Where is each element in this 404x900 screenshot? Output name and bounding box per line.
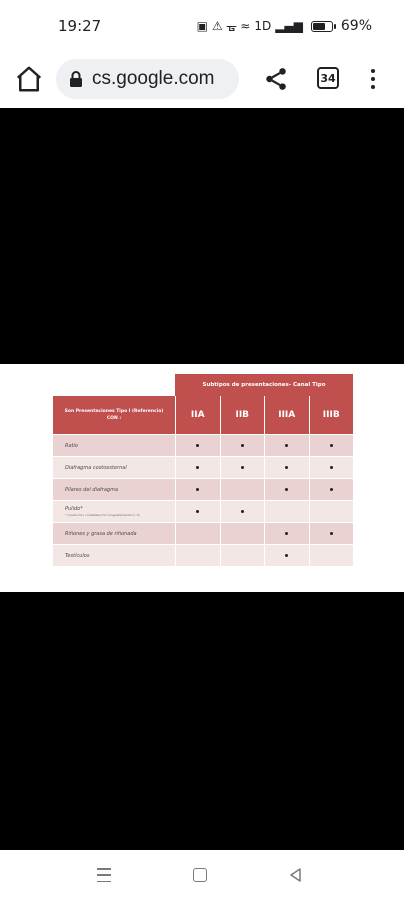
bullet-mark <box>241 466 244 469</box>
wifi-icon: ≈ <box>240 19 251 33</box>
table-header-row <box>53 396 353 434</box>
column-header: IIB <box>220 396 265 434</box>
bullet-mark <box>330 532 333 535</box>
row-label: Diafragma costoesternal <box>65 464 127 471</box>
table-row <box>53 456 353 478</box>
mark-cell <box>220 479 265 500</box>
bullet-mark <box>241 444 244 447</box>
mark-cell <box>264 435 309 456</box>
mark-cell <box>220 545 265 566</box>
table-row <box>53 544 353 566</box>
nfc-icon: ▣ <box>196 19 209 33</box>
row-label: Pulido* <box>65 506 83 512</box>
bullet-mark <box>196 488 199 491</box>
mark-cell <box>175 501 220 522</box>
bullet-mark <box>330 444 333 447</box>
table-top-header: Subtipos de presentaciones- Canal Tipo <box>175 374 353 396</box>
mark-cell <box>175 545 220 566</box>
row-label: Ratio <box>65 442 78 449</box>
mark-cell <box>309 435 354 456</box>
home-icon[interactable] <box>14 64 44 94</box>
signal-text: 1D <box>254 19 272 33</box>
url-bar[interactable] <box>56 59 239 99</box>
bullet-mark <box>285 444 288 447</box>
row-label-cell <box>53 523 175 544</box>
bullet-mark <box>285 532 288 535</box>
nav-line <box>97 874 111 876</box>
mark-cell <box>264 457 309 478</box>
bullet-mark <box>285 554 288 557</box>
bullet-mark <box>196 444 199 447</box>
mark-cell <box>309 545 354 566</box>
bullet-mark <box>285 488 288 491</box>
row-label-cell <box>53 479 175 500</box>
column-header: IIIB <box>309 396 354 434</box>
mark-cell <box>175 457 220 478</box>
menu-dot <box>371 69 375 73</box>
lock-icon[interactable] <box>68 70 84 88</box>
row-header-cell: Son Presentaciones Tipo I (Referencia) CON : <box>53 396 175 434</box>
table-row <box>53 500 353 522</box>
mute-icon: ⚠ <box>212 19 223 33</box>
mark-cell <box>220 501 265 522</box>
slide-image <box>0 364 404 592</box>
recents-icon[interactable] <box>97 868 111 882</box>
row-label-cell <box>53 457 175 478</box>
signal-icon: ▂▄▆ <box>275 19 303 33</box>
mark-cell <box>220 523 265 544</box>
row-label-cell <box>53 435 175 456</box>
battery-fill <box>313 23 325 30</box>
battery-percent: 69% <box>340 18 372 34</box>
mark-cell <box>264 501 309 522</box>
table-row <box>53 522 353 544</box>
bullet-mark <box>330 466 333 469</box>
menu-dot <box>371 77 375 81</box>
column-header: IIA <box>175 396 220 434</box>
tab-count: 34 <box>320 71 336 85</box>
menu-dot <box>371 85 375 89</box>
page-content <box>0 108 404 850</box>
back-icon[interactable] <box>288 867 304 883</box>
mark-cell <box>309 501 354 522</box>
row-label-cell <box>53 545 175 566</box>
mark-cell <box>175 479 220 500</box>
table-row <box>53 434 353 456</box>
mark-cell <box>220 457 265 478</box>
row-label: Testículos <box>65 552 90 559</box>
bullet-mark <box>241 510 244 513</box>
mark-cell <box>175 523 220 544</box>
bullet-mark <box>196 510 199 513</box>
battery-icon <box>311 21 333 32</box>
mark-cell <box>264 545 309 566</box>
row-note: * (cuello mrc constalbel mrc longostamiento C; S) <box>65 513 140 517</box>
share-icon[interactable] <box>263 66 289 92</box>
row-label: Pilares del diafragma <box>65 486 119 493</box>
nav-line <box>97 868 111 870</box>
bluetooth-icon: ᚗ <box>226 19 237 33</box>
mark-cell <box>309 457 354 478</box>
tab-switcher-button[interactable] <box>317 67 339 89</box>
more-menu-icon[interactable] <box>363 66 383 92</box>
status-time: 19:27 <box>58 17 102 35</box>
bullet-mark <box>330 488 333 491</box>
mark-cell <box>220 435 265 456</box>
nav-line <box>97 881 111 883</box>
table-row <box>53 478 353 500</box>
bullet-mark <box>196 466 199 469</box>
table-grid <box>53 396 353 566</box>
mark-cell <box>175 435 220 456</box>
row-label: Riñones y grasa de riñonada <box>65 530 137 537</box>
system-nav-bar <box>0 850 404 900</box>
browser-toolbar <box>0 52 404 108</box>
column-header: IIIA <box>264 396 309 434</box>
row-label-cell <box>53 501 175 522</box>
bullet-mark <box>285 466 288 469</box>
mark-cell <box>264 479 309 500</box>
mark-cell <box>309 479 354 500</box>
home-nav-icon[interactable] <box>193 868 207 882</box>
mark-cell <box>309 523 354 544</box>
mark-cell <box>264 523 309 544</box>
status-bar <box>0 0 404 52</box>
url-text: cs.google.com <box>92 68 215 89</box>
status-icons <box>197 18 372 34</box>
